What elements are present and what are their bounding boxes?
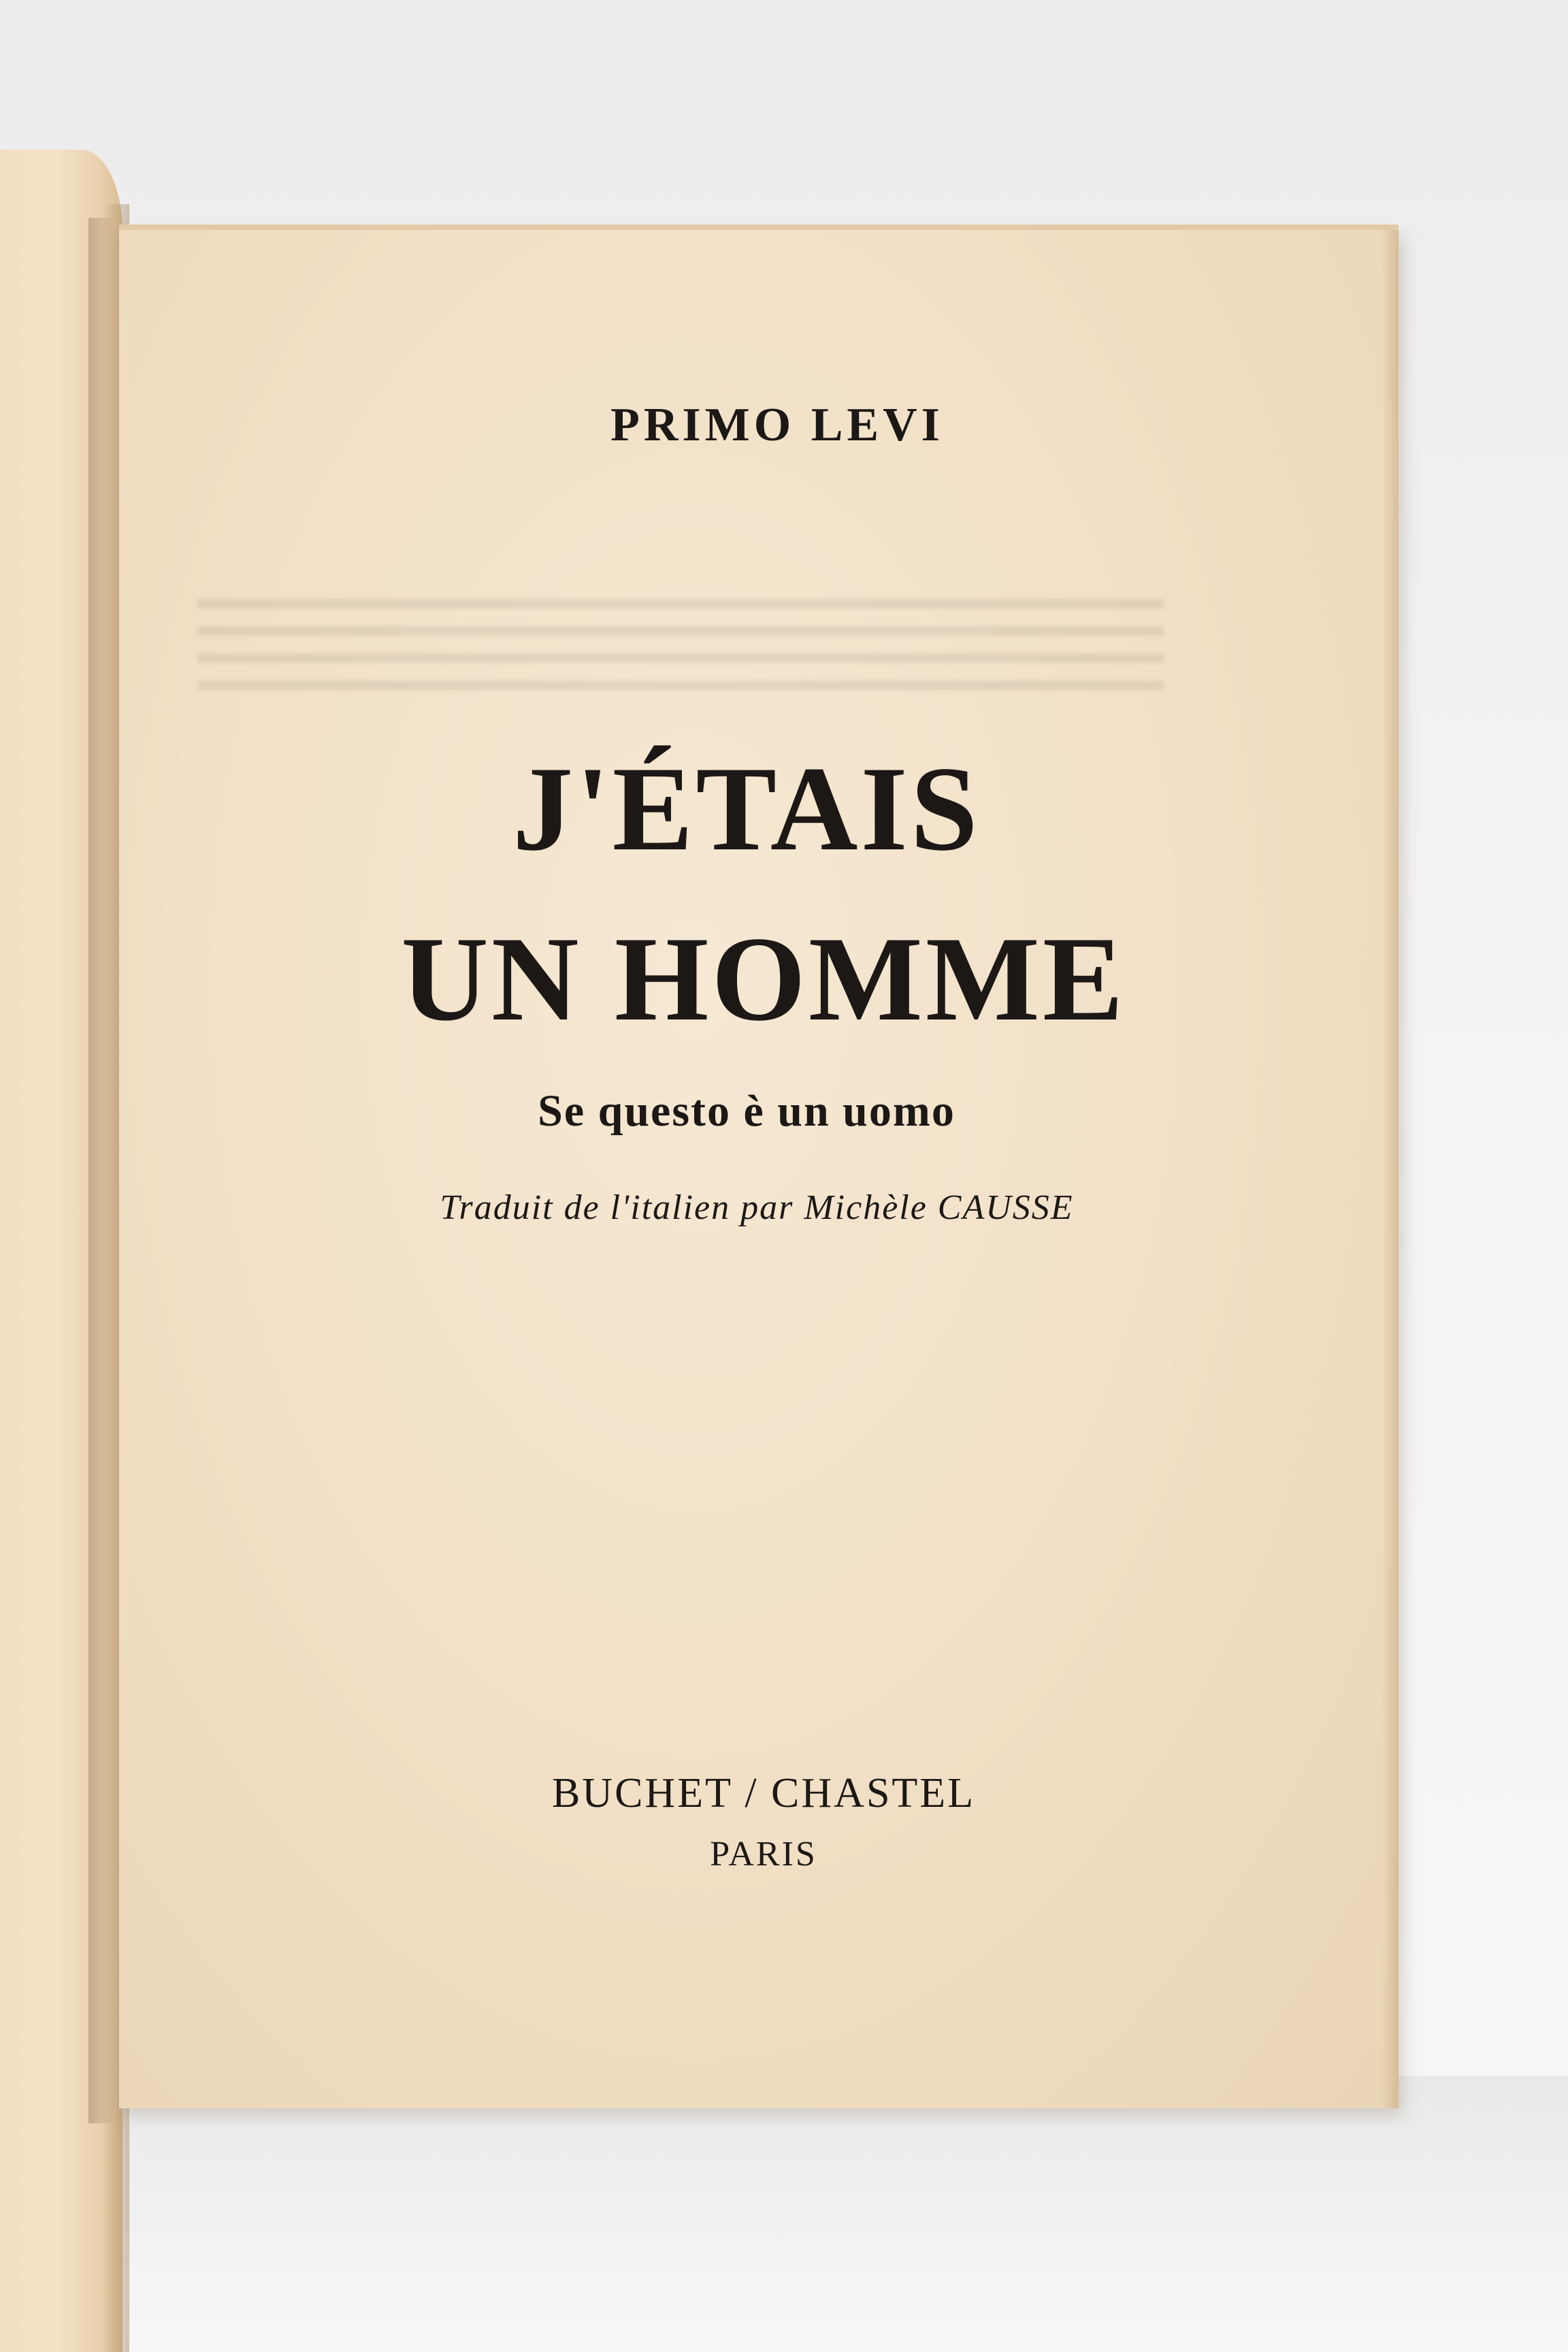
page-right-edge [1382,230,1399,2108]
book-title-line-2: UN HOMME [401,911,1126,1046]
original-title: Se questo è un uomo [538,1086,956,1136]
publisher-city: PARIS [710,1835,817,1874]
title-page [119,230,1399,2108]
author-name: PRIMO LEVI [610,399,944,451]
table-surface [0,2076,1568,2352]
book-title-line-1: J'ÉTAIS [512,741,981,876]
show-through-text [197,599,1164,708]
translation-credit: Traduit de l'italien par Michèle CAUSSE [440,1188,1074,1227]
publisher-name: BUCHET / CHASTEL [551,1770,976,1816]
